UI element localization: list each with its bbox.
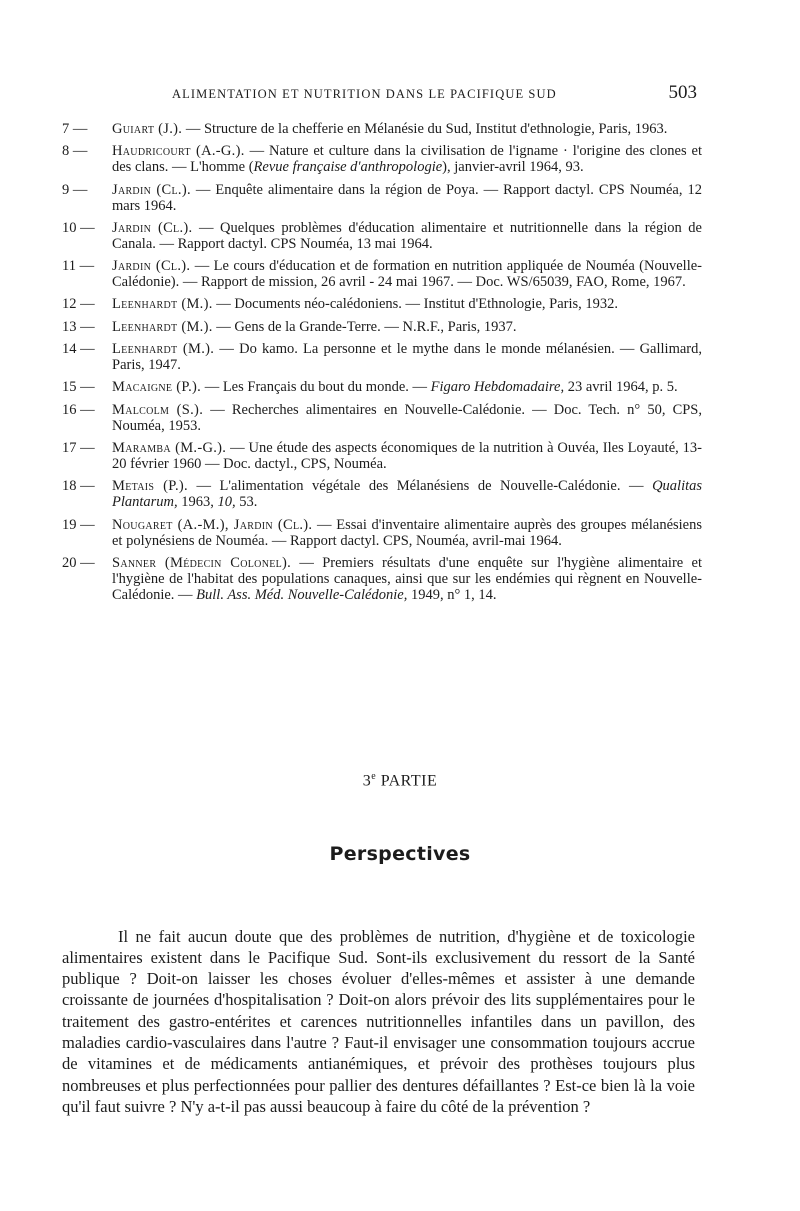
part-heading [0, 771, 800, 790]
reference-author: Maramba (M.-G.). [112, 439, 227, 456]
reference-text: — Gens de la Grande-Terre. — N.R.F., Paris, 1937. [212, 318, 517, 335]
reference-number: 14 — [62, 341, 95, 358]
reference-item [62, 478, 702, 510]
reference-item [62, 296, 702, 312]
reference-item [62, 258, 702, 290]
reference-number: 13 — [62, 318, 95, 335]
reference-text: 23 avril 1964, p. 5. [564, 379, 678, 396]
part-number: 3 [362, 772, 372, 790]
reference-journal: Bull. Ass. Méd. Nouvelle-Calédonie, [196, 586, 408, 603]
reference-text: — Nature et culture dans la civilisation de l'igname · l'origine des clones et des clans. — L'homme ( [112, 143, 702, 176]
reference-author: Sanner (Médecin Colonel). [112, 554, 292, 571]
reference-text: ), janvier-avril 1964, 93. [442, 159, 584, 176]
reference-number: 19 — [62, 516, 95, 533]
reference-author: Nougaret (A.-M.), Jardin (Cl.). [112, 516, 313, 533]
reference-text: — Le cours d'éducation et de formation en nutrition appliquée de Nouméa (Nouvelle-Calédonie). — Rapport de mission, 26 avril - 24 mai 1967. — Doc. WS/65039, FAO, Rome, 1967. [112, 258, 702, 291]
reference-text: — Enquête alimentaire dans la région de Poya. — Rapport dactyl. CPS Nouméa, 12 mars 1964. [112, 181, 702, 214]
reference-item [62, 143, 702, 175]
reference-author: Macaigne (P.). [112, 379, 202, 396]
reference-number: 20 — [62, 554, 95, 571]
reference-number: 18 — [62, 478, 95, 495]
page-number: 503 [668, 82, 697, 103]
reference-text: — Documents néo-calédoniens. — Institut d'Ethnologie, Paris, 1932. [212, 296, 618, 313]
reference-number: 9 — [62, 181, 88, 198]
reference-item [62, 379, 702, 395]
reference-text: — Une étude des aspects économiques de la nutrition à Ouvéa, Iles Loyauté, 13-20 février 1960 — Doc. dactyl., CPS, Nouméa. [112, 439, 702, 472]
reference-text: 53. [235, 494, 258, 511]
reference-author: Jardin (Cl.). [112, 181, 191, 198]
reference-item [62, 319, 702, 335]
reference-item [62, 555, 702, 603]
page-header [172, 82, 697, 104]
reference-item [62, 182, 702, 214]
body-paragraph: Il ne fait aucun doute que des problèmes de nutrition, d'hygiène et de toxicologie alimentaires existent dans le Pacifique Sud. Sont-ils exclusivement du ressort de la Santé publique ? Doit-on laisser les choses évoluer d'elles-mêmes et assister à une demande croissante de journées d'hospitalisation ? Doit-on alors prévoir des lits supplémentaires pour le traitement des gastro-entérites et carences nutritionnelles infantiles dans un pavillon, des maladies cardio-vasculaires dans l'autre ? Faut-il envisager une consommation toujours accrue de vitamines et de médicaments antianémiques, et prévoir des prothèses toujours plus nombreuses et plus perfectionnées pour pallier des dentures défaillantes ? Est-ce bien là la voie qu'il faut suivre ? N'y a-t-il pas aussi beaucoup à faire du côté de la prévention ? [62, 926, 695, 1116]
reference-author: Metais (P.). [112, 478, 188, 495]
part-label: PARTIE [380, 772, 438, 790]
reference-number: 15 — [62, 379, 95, 396]
reference-text: — Essai d'inventaire alimentaire auprès des groupes mélanésiens et polynésiens de Nouméa. — Rapport dactyl. CPS, Nouméa, avril-mai 1964. [112, 516, 703, 549]
running-title: ALIMENTATION ET NUTRITION DANS LE PACIFIQUE SUD [172, 87, 557, 101]
reference-number: 7 — [62, 121, 88, 137]
reference-text: 1963, [177, 494, 218, 511]
reference-author: Jardin (Cl.). [112, 258, 191, 275]
reference-item [62, 220, 702, 252]
reference-list [62, 121, 702, 609]
reference-item [62, 341, 702, 373]
reference-number: 16 — [62, 401, 95, 418]
reference-number: 10 — [62, 219, 95, 236]
reference-author: Leenhardt (M.). [112, 341, 215, 358]
reference-author: Guiart (J.). [112, 121, 183, 137]
reference-text: — Les Français du bout du monde. — [201, 379, 431, 396]
section-title: Perspectives [329, 843, 471, 865]
reference-journal: Figaro Hebdomadaire, [430, 379, 565, 396]
reference-text: — Recherches alimentaires en Nouvelle-Calédonie. — Doc. Tech. n° 50, CPS, Nouméa, 1953. [112, 401, 702, 434]
reference-item [62, 517, 702, 549]
reference-author: Jardin (Cl.). [112, 219, 193, 236]
reference-author: Leenhardt (M.). [112, 296, 213, 313]
reference-text: — Quelques problèmes d'éducation alimentaire et nutritionnelle dans la région de Canala. — Rapport dactyl. CPS Nouméa, 13 mai 1964. [112, 219, 702, 252]
reference-number: 17 — [62, 439, 95, 456]
reference-journal: Revue française d'anthropologie [253, 159, 443, 176]
reference-journal: Qualitas Plantarum, [112, 478, 703, 511]
reference-item [62, 440, 702, 472]
reference-volume: 10, [217, 494, 236, 511]
reference-author: Malcolm (S.). [112, 401, 204, 418]
reference-number: 12 — [62, 296, 95, 313]
reference-text: — Structure de la chefferie en Mélanésie du Sud, Institut d'ethnologie, Paris, 1963. [182, 121, 668, 137]
reference-item [62, 402, 702, 434]
reference-text: 1949, n° 1, 14. [407, 586, 497, 603]
reference-text: — Do kamo. La personne et le mythe dans le monde mélanésien. — Gallimard, Paris, 1947. [112, 341, 702, 374]
reference-item [62, 121, 702, 137]
reference-author: Haudricourt (A.-G.). [112, 143, 245, 160]
reference-text: — L'alimentation végétale des Mélanésiens de Nouvelle-Calédonie. — [187, 478, 653, 495]
reference-text: — Premiers résultats d'une enquête sur l'hygiène alimentaire et l'hygiène de l'habitat des populations canaques, ainsi que sur les endémies qui règnent en Nouvelle-Calédonie. — [112, 554, 702, 603]
reference-author: Leenhardt (M.). [112, 318, 213, 335]
reference-number: 8 — [62, 143, 88, 160]
reference-number: 11 — [62, 258, 95, 275]
part-suffix: e [371, 771, 377, 782]
